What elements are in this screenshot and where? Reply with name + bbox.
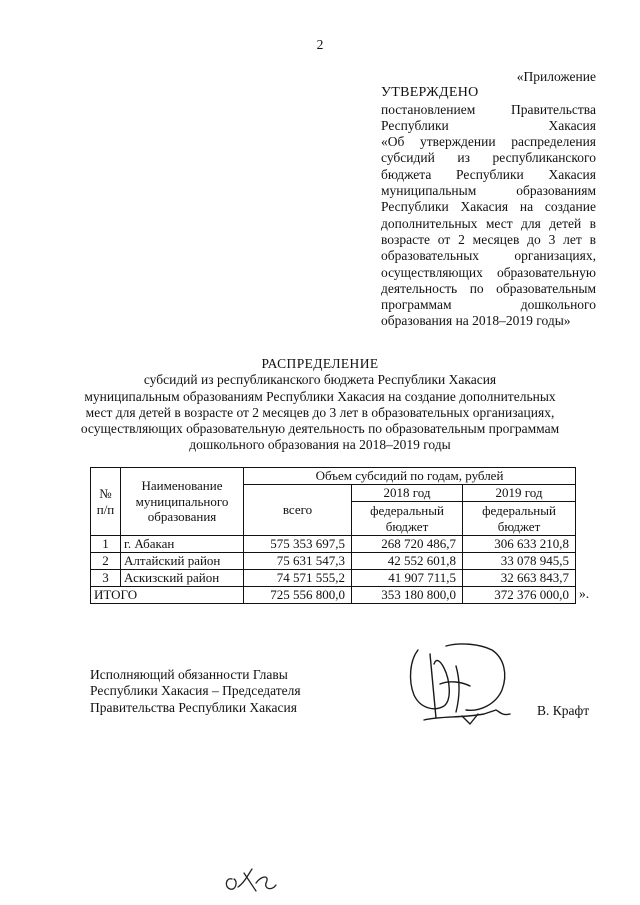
approval-line: Республики Хакасия <box>381 117 596 133</box>
table-row <box>91 536 576 553</box>
col-header-volume: Объем субсидий по годам, рублей <box>244 468 576 485</box>
cell-number: 1 <box>91 536 121 553</box>
position-line: Республики Хакасия – Председателя <box>90 683 301 699</box>
col-header-2018: 2018 год <box>352 485 463 502</box>
col-header-federal-2018: федеральный бюджет <box>352 502 463 536</box>
signatory-position <box>90 667 350 716</box>
cell-total-2019: 372 376 000,0 <box>463 587 576 604</box>
cell-2019: 33 078 945,5 <box>463 553 576 570</box>
cell-2018: 268 720 486,7 <box>352 536 463 553</box>
signer-name: В. Крафт <box>537 703 590 718</box>
approval-line: деятельность по образовательным <box>381 280 596 296</box>
approval-line: постановлением Правительства <box>381 101 596 117</box>
approval-line: субсидий из республиканского <box>381 150 596 166</box>
cell-number: 2 <box>91 553 121 570</box>
position-line: Исполняющий обязанности Главы <box>90 667 288 682</box>
cell-2019: 32 663 843,7 <box>463 570 576 587</box>
cell-total-sum: 725 556 800,0 <box>244 587 352 604</box>
cell-number: 3 <box>91 570 121 587</box>
table-row <box>91 553 576 570</box>
approved-title: УТВЕРЖДЕНО <box>381 85 479 101</box>
col-header-federal-2019: федеральный бюджет <box>463 502 576 536</box>
col-header-total: всего <box>244 485 352 536</box>
cell-total: 74 571 555,2 <box>244 570 352 587</box>
cell-total-label: ИТОГО <box>91 587 244 604</box>
table-total-row <box>91 587 576 604</box>
closing-quote: ». <box>579 586 590 601</box>
approval-line: образования на 2018–2019 годы» <box>381 313 571 329</box>
margin-scribble <box>222 865 278 899</box>
approval-line: программам дошкольного <box>381 297 596 313</box>
distribution-subtitle-line: мест для детей в возрасте от 2 месяцев до 3 лет в образовательных организациях, <box>85 404 555 420</box>
approval-line: муниципальным образованиям <box>381 183 596 199</box>
appendix-label: «Приложение <box>516 69 596 84</box>
approval-line: возрасте от 2 месяцев до 3 лет в <box>381 231 596 247</box>
cell-name: Аскизский район <box>121 570 244 587</box>
cell-2018: 41 907 711,5 <box>352 570 463 587</box>
approval-line: дополнительных мест для детей в <box>381 215 596 231</box>
distribution-subtitle-line: муниципальным образованиям Республики Хакасия на создание дополнительных <box>84 388 556 404</box>
col-header-name: Наименование муниципального образования <box>121 468 244 536</box>
cell-total: 575 353 697,5 <box>244 536 352 553</box>
cell-name: Алтайский район <box>121 553 244 570</box>
handwritten-signature <box>400 640 530 730</box>
distribution-subtitle-line: дошкольного образования на 2018–2019 годы <box>189 437 451 453</box>
approval-line: бюджета Республики Хакасия <box>381 166 596 182</box>
approval-line: «Об утверждении распределения <box>381 134 596 150</box>
page-number: 2 <box>316 37 324 52</box>
subsidy-table <box>90 467 576 604</box>
cell-name: г. Абакан <box>121 536 244 553</box>
distribution-subtitle-line: субсидий из республиканского бюджета Республики Хакасия <box>143 372 497 388</box>
table-row <box>91 570 576 587</box>
distribution-title: РАСПРЕДЕЛЕНИЕ <box>261 356 379 371</box>
col-header-number: № п/п <box>91 468 121 536</box>
approval-line: осуществляющих образовательную <box>381 264 596 280</box>
cell-total: 75 631 547,3 <box>244 553 352 570</box>
cell-2019: 306 633 210,8 <box>463 536 576 553</box>
approval-line: Республики Хакасия на создание <box>381 199 596 215</box>
distribution-subtitle-line: осуществляющих образовательную деятельность по образовательным программам <box>80 421 560 437</box>
cell-2018: 42 552 601,8 <box>352 553 463 570</box>
approval-line: образовательных организациях, <box>381 248 596 264</box>
position-line: Правительства Республики Хакасия <box>90 699 297 715</box>
cell-total-2018: 353 180 800,0 <box>352 587 463 604</box>
col-header-2019: 2019 год <box>463 485 576 502</box>
approval-stamp <box>381 69 596 330</box>
distribution-heading-block <box>80 356 560 454</box>
